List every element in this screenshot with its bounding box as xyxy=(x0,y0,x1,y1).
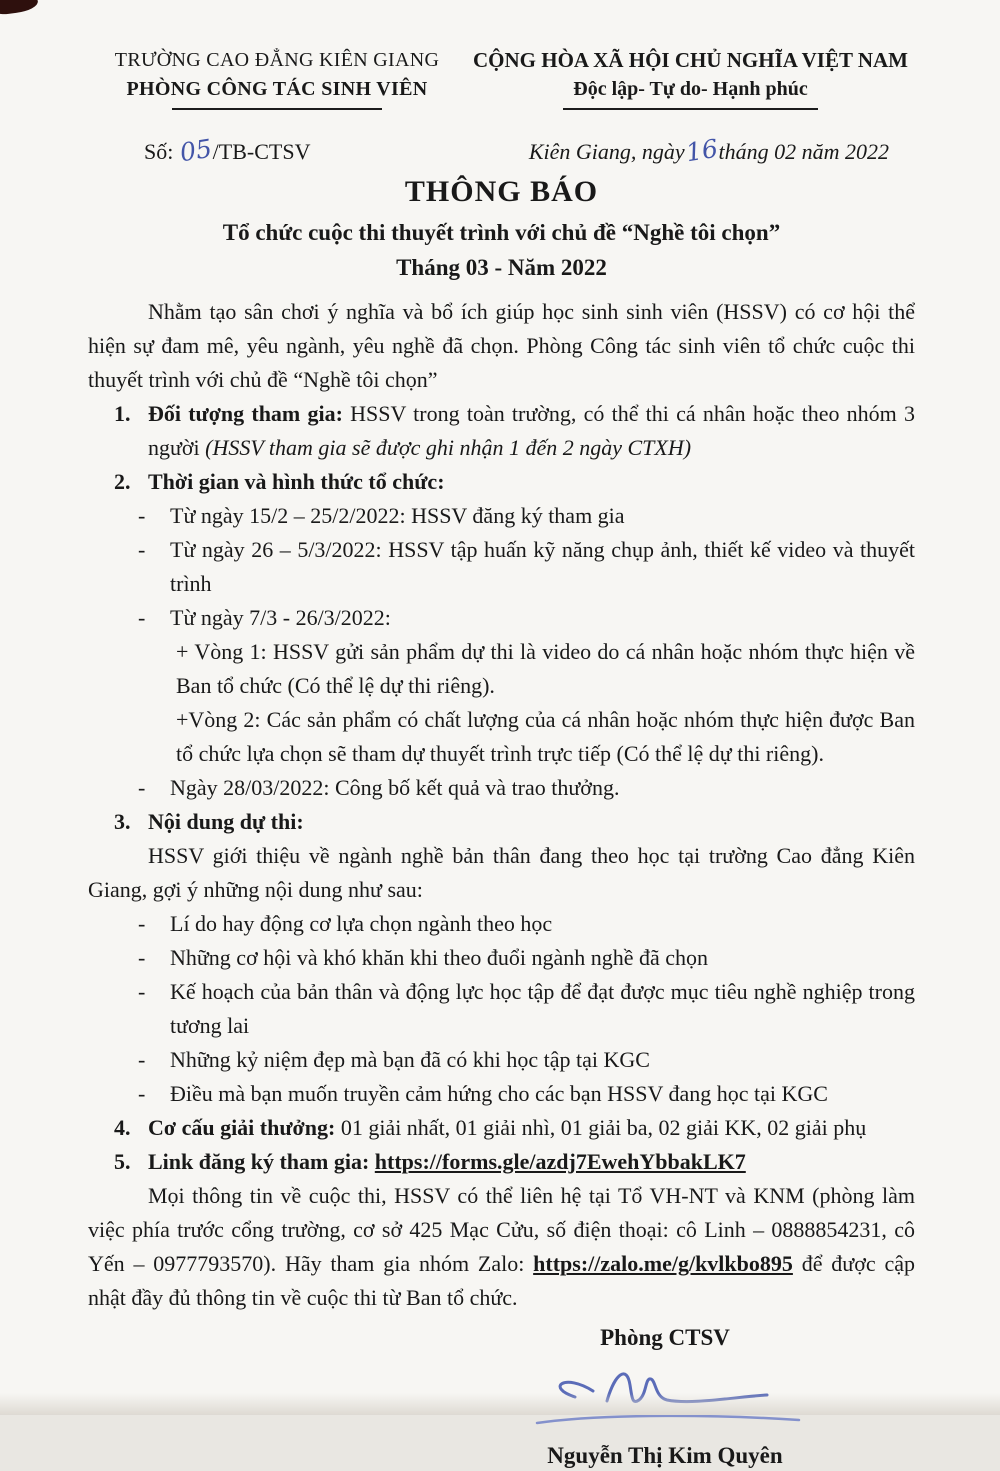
dash-text: Từ ngày 15/2 – 25/2/2022: HSSV đăng ký tham gia xyxy=(170,503,625,528)
list-item-4 xyxy=(88,1111,915,1145)
dash-marker: - xyxy=(138,979,146,1004)
item-text: 01 giải nhất, 01 giải nhì, 01 giải ba, 02 giải KK, 02 giải phụ xyxy=(335,1115,867,1140)
dash-text: Kế hoạch của bản thân và động lực học tập để đạt được mục tiêu nghề nghiệp trong tương lai xyxy=(170,979,915,1038)
dash-marker: - xyxy=(138,605,146,630)
document-body xyxy=(88,295,915,1315)
intro-paragraph: Nhằm tạo sân chơi ý nghĩa và bổ ích giúp học sinh sinh viên (HSSV) có cơ hội thể hiện sự đam mê, yêu ngành, yêu nghề đã chọn. Phòng Công tác sinh viên tổ chức cuộc thi thuyết trình với chủ đề “Nghề tôi chọn” xyxy=(88,299,915,392)
item-text: HSSV trong toàn trường, có thể thi cá nhân hoặc theo nhóm 3 người xyxy=(148,401,915,460)
signature-block xyxy=(485,1323,845,1471)
list-item-3 xyxy=(88,805,915,839)
item-number: 5. xyxy=(114,1149,131,1174)
round-2-paragraph: +Vòng 2: Các sản phẩm có chất lượng của cá nhân hoặc nhóm thực hiện được Ban tổ chức lựa chọn sẽ tham dự thuyết trình trực tiếp (Có thể lệ dự thi riêng). xyxy=(176,707,915,766)
dash-text: Những kỷ niệm đẹp mà bạn đã có khi học tập tại KGC xyxy=(170,1047,650,1072)
dash-text: Từ ngày 26 – 5/3/2022: HSSV tập huấn kỹ năng chụp ảnh, thiết kế video và thuyết trình xyxy=(170,537,915,596)
item-lead-bold: Đối tượng tham gia: xyxy=(148,401,343,426)
content-paragraph: HSSV giới thiệu về ngành nghề bản thân đang theo học tại trường Cao đẳng Kiên Giang, gợi ý những nội dung như sau: xyxy=(88,843,915,902)
dash-item xyxy=(88,499,915,533)
motto-underline xyxy=(563,108,818,110)
closing-text-1: Mọi thông tin về cuộc thi, HSSV có thể liên hệ tại Tổ VH-NT và KNM (phòng làm việc phía trước cổng trường, cơ sở 425 Mạc Cửu, số điện thoại: cô Linh – 0888854231, cô Yến – 0977793570). Hãy tham gia nhóm Zalo: xyxy=(88,1183,915,1276)
item-number: 1. xyxy=(114,401,131,426)
handwritten-signature xyxy=(515,1353,815,1439)
item-number: 4. xyxy=(114,1115,131,1140)
subtitle-month: Tháng 03 - Năm 2022 xyxy=(396,255,607,280)
dash-marker: - xyxy=(138,503,146,528)
org-name: TRƯỜNG CAO ĐẲNG KIÊN GIANG xyxy=(114,49,440,71)
national-motto: Độc lập- Tự do- Hạnh phúc xyxy=(573,78,808,100)
dash-marker: - xyxy=(138,1047,146,1072)
item-lead-bold: Link đăng ký tham gia: xyxy=(148,1149,375,1174)
national-title: CỘNG HÒA XÃ HỘI CHỦ NGHĨA VIỆT NAM xyxy=(472,48,909,72)
dash-item xyxy=(88,907,915,941)
zalo-group-link[interactable]: https://zalo.me/g/kvlkbo895 xyxy=(533,1251,793,1276)
item-number: 2. xyxy=(114,469,131,494)
dash-item xyxy=(88,1077,915,1111)
date-prefix: Kiên Giang, ngày xyxy=(528,139,685,164)
dash-marker: - xyxy=(138,537,146,562)
registration-link[interactable]: https://forms.gle/azdj7EwehYbbakLK7 xyxy=(374,1149,746,1174)
closing-paragraph xyxy=(88,1179,915,1315)
dash-text: Lí do hay động cơ lựa chọn ngành theo học xyxy=(170,911,553,936)
dash-item xyxy=(88,533,915,601)
item-lead-bold: Nội dung dự thi: xyxy=(148,809,304,834)
dash-item xyxy=(88,771,915,805)
document-header xyxy=(88,46,915,110)
document-number xyxy=(144,133,311,168)
dash-marker: - xyxy=(138,911,146,936)
issuing-org-block xyxy=(88,46,466,110)
round-1-paragraph: + Vòng 1: HSSV gửi sản phẩm dự thi là video do cá nhân hoặc nhóm thực hiện về Ban tổ chức (Có thể lệ dự thi riêng). xyxy=(176,639,915,698)
dash-text: Điều mà bạn muốn truyền cảm hứng cho các bạn HSSV đang học tại KGC xyxy=(170,1081,828,1106)
signer-name: Nguyễn Thị Kim Quyên xyxy=(547,1443,783,1468)
list-item-2 xyxy=(88,465,915,499)
dash-item xyxy=(88,975,915,1043)
dash-marker: - xyxy=(138,945,146,970)
dash-item xyxy=(88,1043,915,1077)
org-department: PHÒNG CÔNG TÁC SINH VIÊN xyxy=(126,78,428,100)
dash-item xyxy=(88,941,915,975)
date-line xyxy=(528,133,889,168)
item-note-italic: (HSSV tham gia sẽ được ghi nhận 1 đến 2 ngày CTXH) xyxy=(205,435,692,460)
list-item-1 xyxy=(88,397,915,465)
item-content xyxy=(148,397,915,465)
date-suffix: tháng 02 năm 2022 xyxy=(718,139,889,164)
ref-number-handwritten: 05 xyxy=(177,133,214,168)
signature-department: Phòng CTSV xyxy=(600,1325,730,1350)
closing-text-2: để được cập nhật đầy đủ thông tin về cuộc thi từ Ban tổ chức. xyxy=(88,1251,915,1310)
subtitle-theme: Tổ chức cuộc thi thuyết trình với chủ đề “Nghề tôi chọn” xyxy=(222,220,781,245)
item-lead-bold: Cơ cấu giải thưởng: xyxy=(148,1115,336,1140)
item-lead-bold: Thời gian và hình thức tổ chức: xyxy=(148,469,445,494)
dash-text: Ngày 28/03/2022: Công bố kết quả và trao thưởng. xyxy=(170,775,620,800)
dash-marker: - xyxy=(138,775,146,800)
org-underline xyxy=(172,108,382,110)
date-day-handwritten: 16 xyxy=(683,133,720,168)
list-item-5 xyxy=(88,1145,915,1179)
scan-artifact xyxy=(0,0,39,16)
national-header-block xyxy=(466,46,915,110)
item-content xyxy=(148,1145,915,1179)
ref-label: Số: xyxy=(144,139,179,164)
dash-text: Từ ngày 7/3 - 26/3/2022: xyxy=(170,605,391,630)
dash-text: Những cơ hội và khó khăn khi theo đuổi ngành nghề đã chọn xyxy=(170,945,709,970)
dash-marker: - xyxy=(138,1081,146,1106)
item-content xyxy=(148,1111,915,1145)
dash-item xyxy=(88,601,915,635)
page-title: THÔNG BÁO xyxy=(404,175,599,208)
document-content xyxy=(88,46,915,1471)
item-number: 3. xyxy=(114,809,131,834)
ref-suffix: /TB-CTSV xyxy=(212,139,311,164)
reference-row xyxy=(88,133,915,168)
